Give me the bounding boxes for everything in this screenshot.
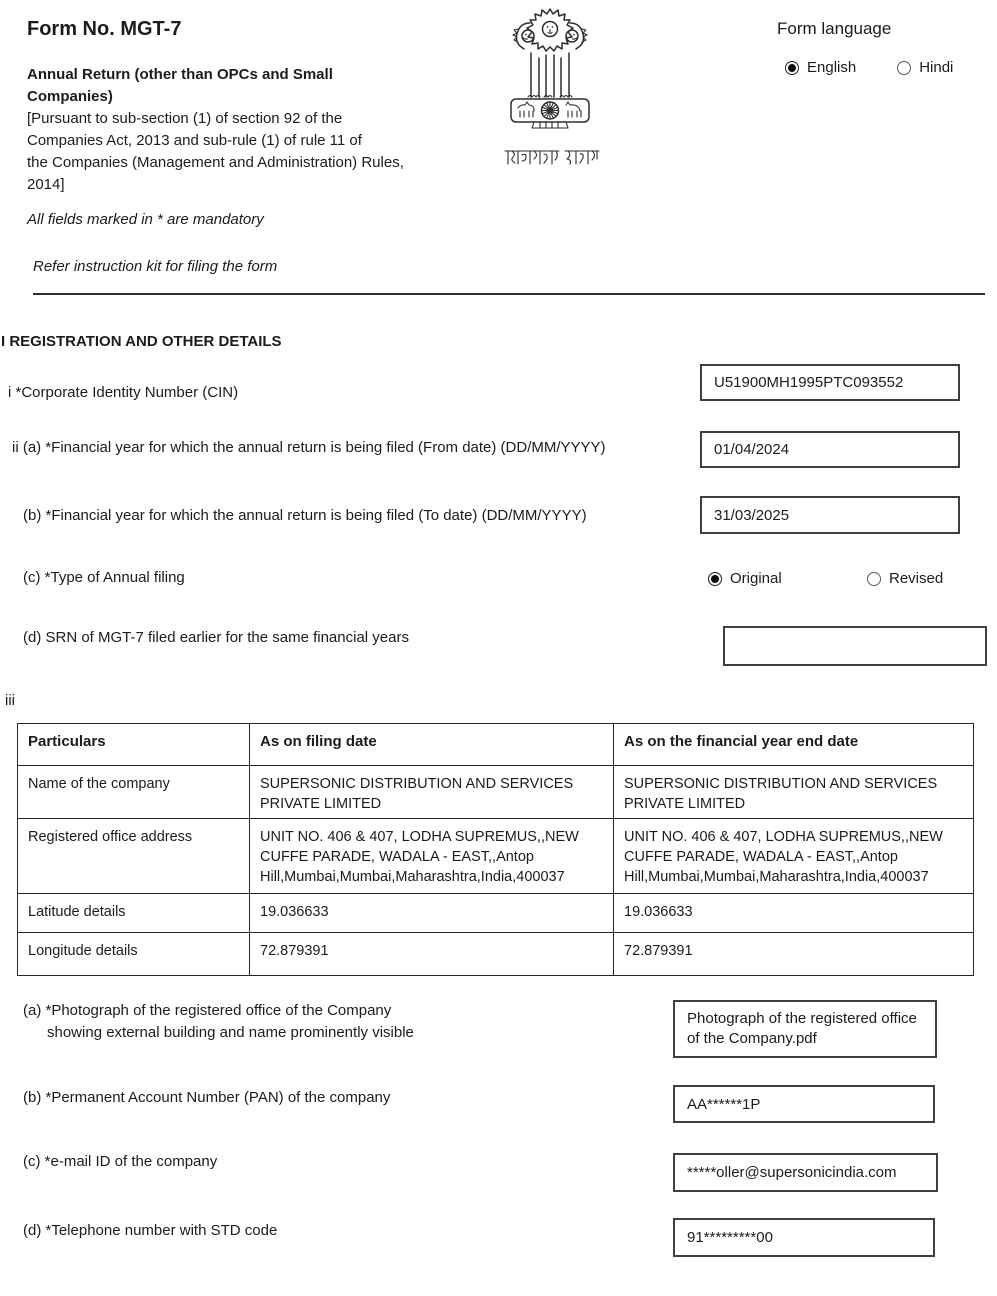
row-label: Registered office address [18, 819, 250, 894]
pan-value: AA******1P [687, 1095, 761, 1113]
col-header-year-end: As on the financial year end date [614, 724, 974, 766]
srn-input[interactable] [723, 626, 987, 666]
form-number-title: Form No. MGT-7 [27, 18, 182, 40]
phone-input[interactable] [673, 1218, 935, 1257]
cin-value: U51900MH1995PTC093552 [714, 374, 904, 391]
cin-label: i *Corporate Identity Number (CIN) [8, 384, 239, 401]
longitude-filing: 72.879391 [250, 933, 614, 976]
phone-label: (d) *Telephone number with STD code [23, 1222, 278, 1239]
col-header-filing-date: As on filing date [250, 724, 614, 766]
mandatory-note: All fields marked in * are mandatory [27, 211, 264, 228]
longitude-year-end: 72.879391 [614, 933, 974, 976]
company-details-table [17, 723, 974, 976]
instruction-note: Refer instruction kit for filing the form [33, 258, 278, 275]
email-value: *****oller@supersonicindia.com [687, 1164, 897, 1181]
filing-type-label: (c) *Type of Annual filing [23, 569, 185, 586]
language-english-radio[interactable] [785, 61, 799, 75]
item-iii-label: iii [5, 692, 15, 709]
col-header-particulars: Particulars [18, 724, 250, 766]
row-label: Longitude details [18, 933, 250, 976]
pursuant-line3: the Companies (Management and Administration) Rules, [27, 154, 404, 171]
pursuant-line1: [Pursuant to sub-section (1) of section 92 of the [27, 110, 343, 127]
filing-original-radio[interactable] [708, 572, 722, 586]
filing-revised-label: Revised [889, 570, 944, 587]
language-english-label: English [807, 59, 857, 76]
photo-attachment-field[interactable] [673, 1000, 937, 1058]
fy-from-value: 01/04/2024 [714, 441, 790, 458]
filing-revised-radio[interactable] [867, 572, 881, 586]
form-title-line1: Annual Return (other than OPCs and Small [27, 66, 333, 83]
table-row-latitude [18, 894, 974, 933]
language-hindi-radio[interactable] [897, 61, 911, 75]
photo-attachment-value: Photograph of the registered office of the Company.pdf [687, 1010, 917, 1047]
pan-input[interactable] [673, 1085, 935, 1123]
header-divider [33, 293, 985, 295]
lion-capital-icon [498, 5, 602, 145]
email-label: (c) *e-mail ID of the company [23, 1153, 218, 1170]
fy-to-value: 31/03/2025 [714, 506, 790, 524]
form-language-label: Form language [777, 19, 892, 38]
pursuant-line2: Companies Act, 2013 and sub-rule (1) of rule 11 of [27, 132, 362, 149]
company-name-filing: SUPERSONIC DISTRIBUTION AND SERVICES PRIVATE LIMITED [250, 766, 614, 819]
address-year-end: UNIT NO. 406 & 407, LODHA SUPREMUS,,NEW CUFFE PARADE, WADALA - EAST,,Antop Hill,Mumbai,Mumbai,Maharashtra,India,400037 [614, 819, 974, 894]
email-input[interactable] [673, 1153, 938, 1192]
satyameva-jayate-icon [504, 147, 600, 169]
srn-label: (d) SRN of MGT-7 filed earlier for the same financial years [23, 629, 409, 646]
row-label: Name of the company [18, 766, 250, 819]
latitude-filing: 19.036633 [250, 894, 614, 933]
photo-label-line1: (a) *Photograph of the registered office of the Company [23, 1002, 392, 1019]
india-emblem [498, 5, 602, 169]
form-title-line2: Companies) [27, 88, 113, 105]
latitude-year-end: 19.036633 [614, 894, 974, 933]
fy-to-label: (b) *Financial year for which the annual return is being filed (To date) (DD/MM/YYYY) [23, 507, 587, 524]
address-filing: UNIT NO. 406 & 407, LODHA SUPREMUS,,NEW CUFFE PARADE, WADALA - EAST,,Antop Hill,Mumbai,Mumbai,Maharashtra,India,400037 [250, 819, 614, 894]
language-hindi-label: Hindi [919, 59, 954, 76]
phone-value: 91*********00 [687, 1229, 773, 1246]
pan-label: (b) *Permanent Account Number (PAN) of the company [23, 1089, 391, 1106]
fy-to-input[interactable] [700, 496, 960, 534]
row-label: Latitude details [18, 894, 250, 933]
table-row-registered-address [18, 819, 974, 894]
table-row-company-name [18, 766, 974, 819]
fy-from-input[interactable] [700, 431, 960, 468]
table-row-longitude [18, 933, 974, 976]
company-name-year-end: SUPERSONIC DISTRIBUTION AND SERVICES PRIVATE LIMITED [614, 766, 974, 819]
fy-from-label: ii (a) *Financial year for which the annual return is being filed (From date) (DD/MM/YYYY) [12, 439, 606, 456]
photo-label-line2: showing external building and name prominently visible [47, 1024, 414, 1041]
registration-section-heading: I REGISTRATION AND OTHER DETAILS [1, 333, 282, 350]
cin-input[interactable] [700, 364, 960, 401]
pursuant-line4: 2014] [27, 176, 65, 193]
filing-original-label: Original [730, 570, 782, 587]
